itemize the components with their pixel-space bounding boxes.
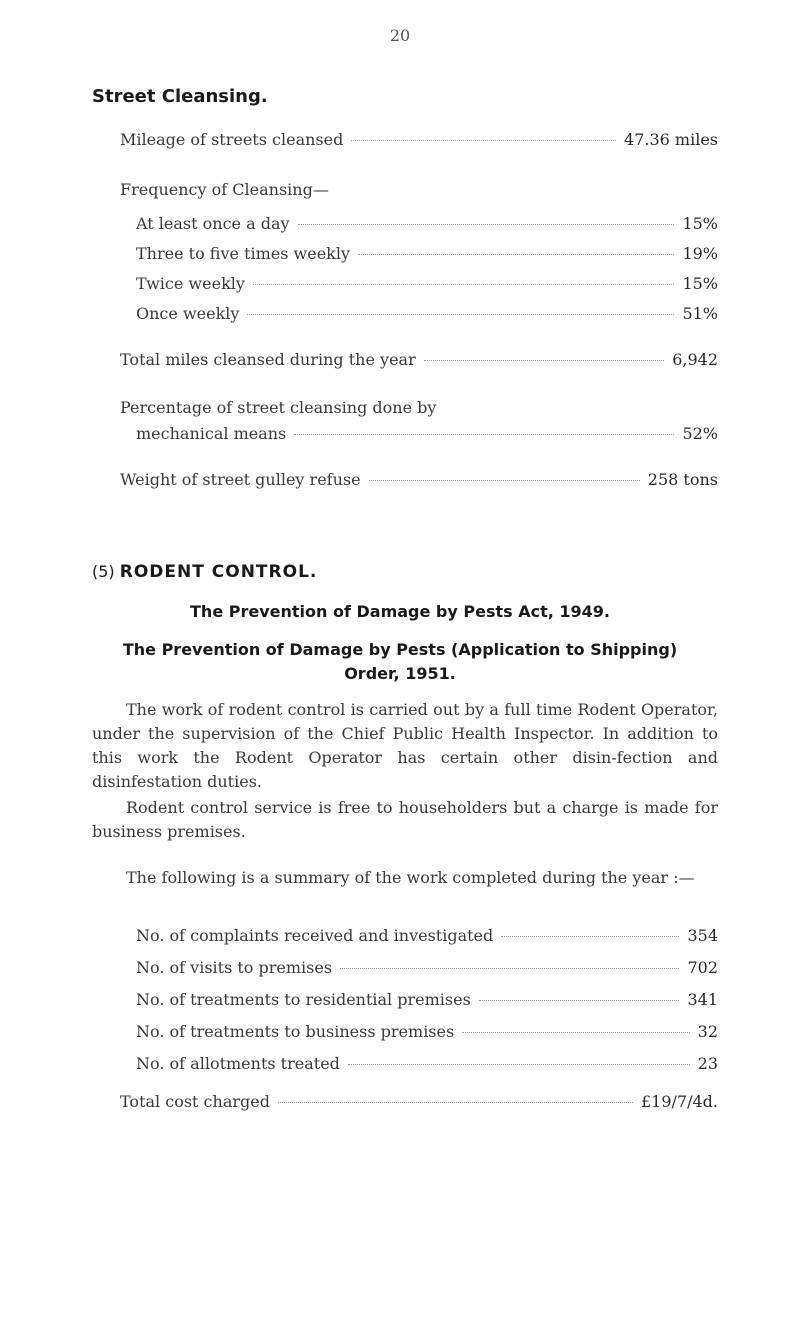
gulley-label: Weight of street gulley refuse — [120, 470, 361, 489]
frequency-label: Three to five times weekly — [136, 244, 351, 263]
order-title-line1: The Prevention of Damage by Pests (Application to Shipping) — [122, 640, 678, 659]
frequency-row — [136, 214, 718, 234]
summary-value: 32 — [697, 1022, 718, 1041]
act-title: The Prevention of Damage by Pests Act, 1949. — [190, 602, 610, 621]
dot-leader — [348, 1064, 690, 1065]
summary-label: No. of allotments treated — [136, 1054, 340, 1073]
frequency-value: 15% — [682, 214, 718, 233]
mechanical-value: 52% — [682, 424, 718, 443]
section-number: (5) — [92, 562, 115, 581]
summary-row — [136, 926, 718, 946]
dot-leader — [278, 1102, 633, 1103]
gulley-row — [120, 470, 718, 490]
frequency-heading: Frequency of Cleansing— — [120, 180, 329, 199]
dot-leader — [294, 434, 674, 435]
total-miles-value: 6,942 — [672, 350, 718, 369]
frequency-row — [136, 244, 718, 264]
frequency-value: 19% — [682, 244, 718, 263]
page-number: 20 — [389, 26, 411, 45]
summary-value: 23 — [697, 1054, 718, 1073]
summary-row — [136, 990, 718, 1010]
order-title-line2: Order, 1951. — [344, 664, 456, 683]
dot-leader — [340, 968, 679, 969]
mechanical-label-line1: Percentage of street cleansing done by — [120, 398, 437, 417]
frequency-label: At least once a day — [136, 214, 290, 233]
dot-leader — [369, 480, 640, 481]
dot-leader — [351, 140, 616, 141]
gulley-value: 258 tons — [647, 470, 718, 489]
frequency-row — [136, 304, 718, 324]
dot-leader — [253, 284, 675, 285]
mechanical-label-line2: mechanical means — [136, 424, 287, 443]
dot-leader — [479, 1000, 680, 1001]
frequency-label: Twice weekly — [136, 274, 245, 293]
total-cost-row — [120, 1092, 718, 1112]
paragraph-rodent-work: The work of rodent control is carried out by a full time Rodent Operator, under the supervision of the Chief Public Health Inspector. In addition to this work the Rodent Operator has certain other disin-fection and disinfestation duties. — [92, 700, 718, 791]
total-miles-label: Total miles cleansed during the year — [120, 350, 416, 369]
summary-value: 354 — [687, 926, 718, 945]
total-cost-value: £19/7/4d. — [640, 1092, 718, 1111]
dot-leader — [424, 360, 664, 361]
summary-row — [136, 1054, 718, 1074]
dot-leader — [462, 1032, 689, 1033]
dot-leader — [247, 314, 674, 315]
dot-leader — [501, 936, 679, 937]
rodent-control-heading — [92, 562, 317, 582]
summary-label: No. of complaints received and investigated — [136, 926, 494, 945]
mileage-row — [120, 130, 718, 150]
summary-row — [136, 958, 718, 978]
mechanical-row — [136, 424, 718, 444]
dot-leader — [298, 224, 675, 225]
summary-value: 341 — [687, 990, 718, 1009]
total-miles-row — [120, 350, 718, 370]
total-cost-label: Total cost charged — [120, 1092, 270, 1111]
summary-label: No. of treatments to residential premises — [136, 990, 471, 1009]
paragraph-service-charge: Rodent control service is free to householders but a charge is made for business premises. — [92, 798, 718, 841]
paragraph-summary-intro: The following is a summary of the work completed during the year :— — [126, 868, 695, 887]
mileage-label: Mileage of streets cleansed — [120, 130, 344, 149]
frequency-value: 15% — [682, 274, 718, 293]
street-cleansing-title: Street Cleansing. — [92, 86, 268, 107]
frequency-row — [136, 274, 718, 294]
frequency-label: Once weekly — [136, 304, 240, 323]
summary-row — [136, 1022, 718, 1042]
summary-value: 702 — [687, 958, 718, 977]
dot-leader — [358, 254, 674, 255]
summary-label: No. of visits to premises — [136, 958, 333, 977]
summary-label: No. of treatments to business premises — [136, 1022, 455, 1041]
rodent-control-title: RODENT CONTROL. — [119, 562, 318, 582]
frequency-value: 51% — [682, 304, 718, 323]
mileage-value: 47.36 miles — [624, 130, 718, 149]
